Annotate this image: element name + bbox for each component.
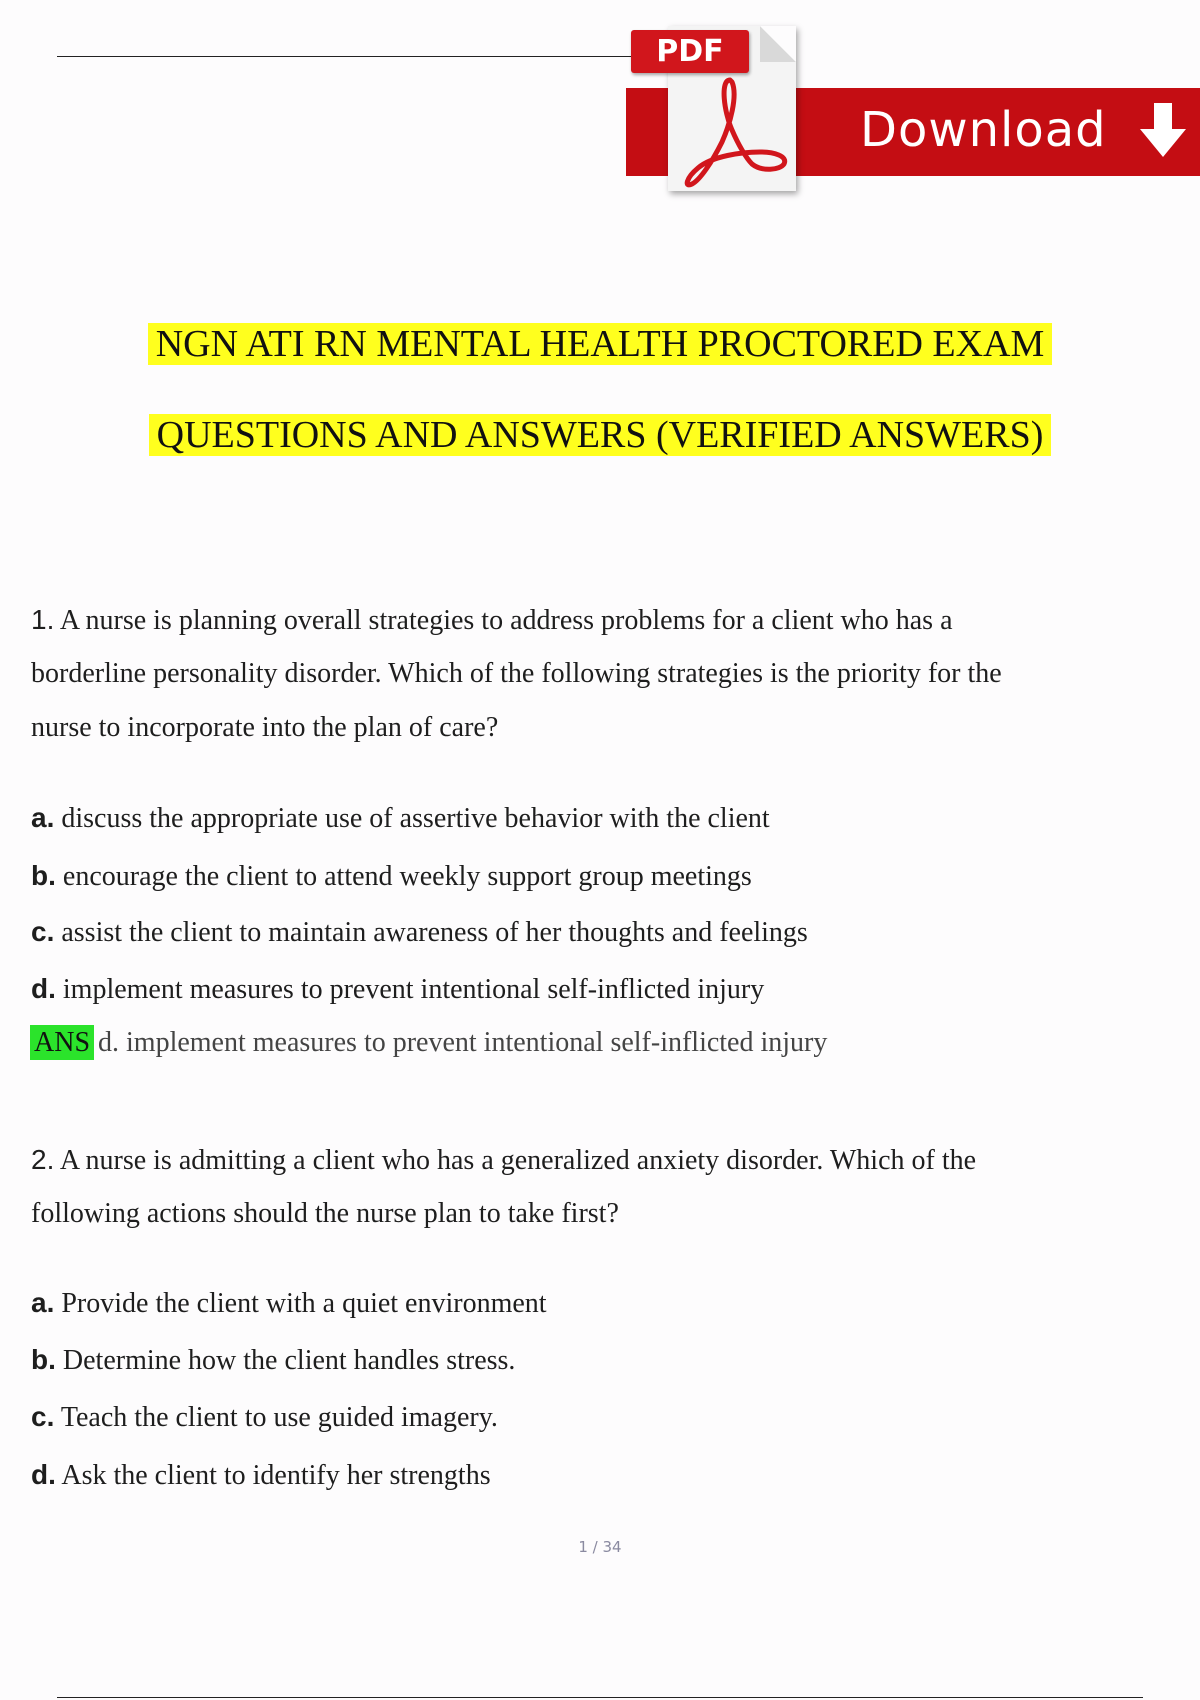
down-arrow-icon[interactable] bbox=[1138, 103, 1188, 159]
question-2-line-1: 2. A nurse is admitting a client who has a generalized anxiety disorder. Which of the bbox=[31, 1144, 977, 1176]
page-fold-icon bbox=[760, 26, 796, 62]
question-1-option-a: a. discuss the appropriate use of assertive behavior with the client bbox=[31, 802, 770, 834]
top-rule bbox=[57, 56, 632, 57]
pdf-badge: PDF bbox=[631, 30, 749, 73]
question-2-option-b: b. Determine how the client handles stress. bbox=[31, 1344, 516, 1376]
question-2-line-2: following actions should the nurse plan to take first? bbox=[31, 1198, 619, 1229]
title-line-1: NGN ATI RN MENTAL HEALTH PROCTORED EXAM bbox=[0, 319, 1200, 369]
answer-tag: ANS bbox=[30, 1025, 94, 1060]
question-1-line-2: borderline personality disorder. Which of the following strategies is the priority for the bbox=[31, 658, 1002, 689]
question-1-line-1: 1. A nurse is planning overall strategies to address problems for a client who has a bbox=[31, 604, 953, 636]
acrobat-logo-icon bbox=[672, 72, 792, 190]
question-1-answer bbox=[30, 1027, 827, 1059]
question-1-option-c: c. assist the client to maintain awareness of her thoughts and feelings bbox=[31, 916, 808, 948]
question-2-option-d: d. Ask the client to identify her strengths bbox=[31, 1459, 491, 1491]
question-2-option-c: c. Teach the client to use guided imagery. bbox=[31, 1401, 498, 1433]
bottom-rule bbox=[57, 1697, 1143, 1698]
download-label[interactable]: Download bbox=[860, 102, 1107, 158]
question-1-option-d: d. implement measures to prevent intentional self-inflicted injury bbox=[31, 973, 765, 1005]
question-1-line-3: nurse to incorporate into the plan of care? bbox=[31, 712, 499, 743]
question-1-option-b: b. encourage the client to attend weekly support group meetings bbox=[31, 860, 752, 892]
page-indicator: 1 / 34 bbox=[578, 1538, 622, 1556]
answer-text: d. implement measures to prevent intentional self-inflicted injury bbox=[98, 1027, 828, 1058]
question-2-option-a: a. Provide the client with a quiet environment bbox=[31, 1287, 547, 1319]
title-line-2: QUESTIONS AND ANSWERS (VERIFIED ANSWERS) bbox=[0, 410, 1200, 460]
